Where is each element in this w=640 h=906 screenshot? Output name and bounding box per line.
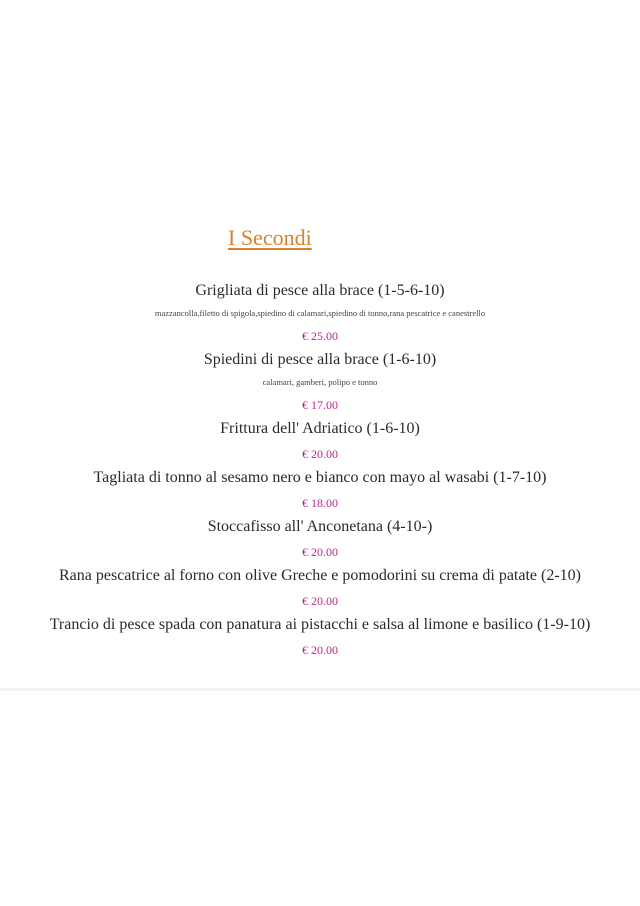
dish-description: calamari, gamberi, polipo e tonno — [262, 377, 378, 387]
dish-price: € 25.00 — [302, 329, 338, 343]
dish-name: Frittura dell' Adriatico (1-6-10) — [220, 420, 420, 437]
dish-name: Stoccafisso all' Anconetana (4-10-) — [207, 518, 433, 535]
dish-price: € 17.00 — [302, 398, 338, 412]
section-title: I Secondi — [228, 225, 312, 250]
dish-price: € 20.00 — [302, 545, 338, 559]
blank-area — [0, 691, 640, 906]
dish-description: mazzancolla,filetto di spigola,spiedino di calamari,spiedino di tonno,rana pescatrice e canestrello — [154, 308, 486, 318]
dish-item — [0, 467, 640, 511]
dish-price: € 20.00 — [302, 447, 338, 461]
dish-item — [0, 418, 640, 462]
dish-price: € 20.00 — [302, 643, 338, 657]
dish-name: Grigliata di pesce alla brace (1-5-6-10) — [195, 282, 445, 299]
dish-name: Rana pescatrice al forno con olive Greche e pomodorini su crema di patate (2-10) — [58, 567, 581, 584]
dish-name: Spiedini di pesce alla brace (1-6-10) — [203, 351, 437, 368]
dish-item — [0, 565, 640, 609]
dish-item — [0, 614, 640, 658]
dish-name: Trancio di pesce spada con panatura ai pistacchi e salsa al limone e basilico (1-9-10) — [49, 616, 591, 633]
dish-list — [0, 280, 640, 658]
dish-item — [0, 349, 640, 413]
dish-price: € 20.00 — [302, 594, 338, 608]
dish-name: Tagliata di tonno al sesamo nero e bianco con mayo al wasabi (1-7-10) — [93, 469, 547, 486]
dish-price: € 18.00 — [302, 496, 338, 510]
dish-item — [0, 280, 640, 344]
dish-item — [0, 516, 640, 560]
